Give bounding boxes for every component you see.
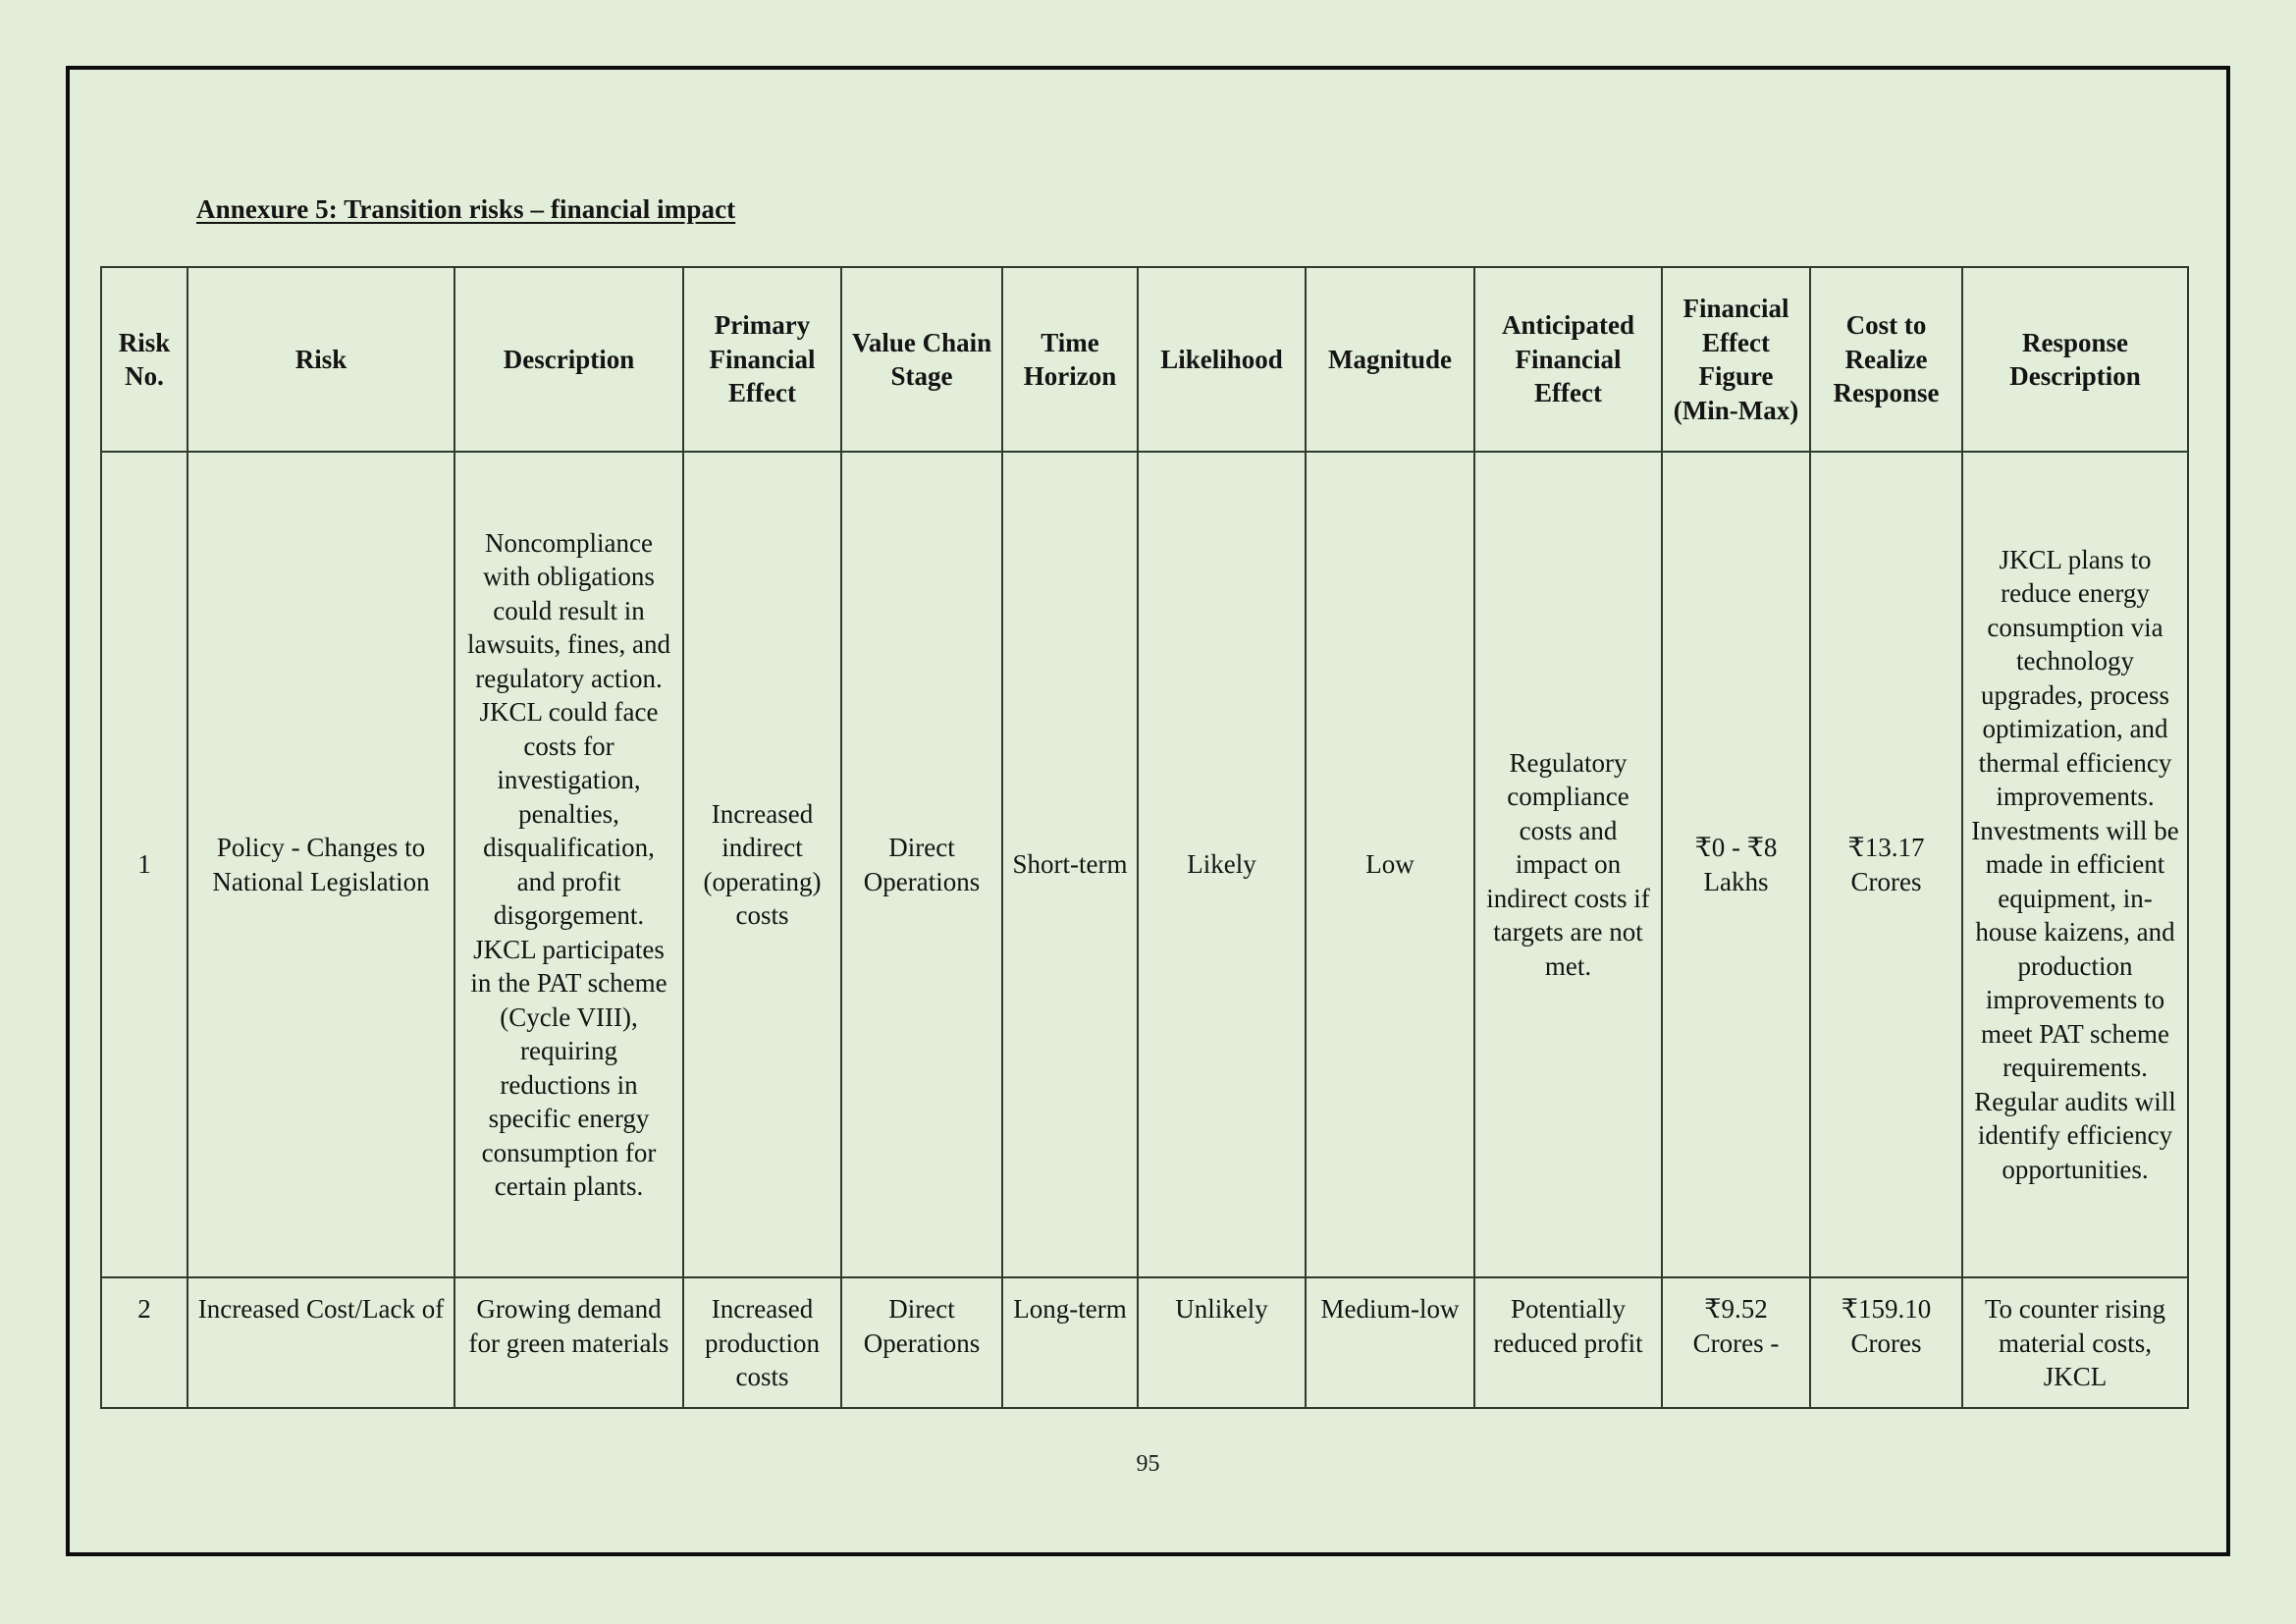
cell-description: Noncompliance with obligations could result in lawsuits, fines, and regulatory action. JKCL could face costs for investigation, penalties, disqualification, and profit disgorgement. JKCL participates in the PAT scheme (Cycle VIII), requiring reductions in specific energy consumption for certain plants. xyxy=(454,452,683,1277)
cell-likelihood: Likely xyxy=(1138,452,1306,1277)
cell-time-horizon: Long-term xyxy=(1002,1277,1138,1408)
header-financial-effect-figure: Financial Effect Figure (Min-Max) xyxy=(1662,267,1810,452)
table-row xyxy=(101,1277,2188,1408)
annexure-title: Annexure 5: Transition risks – financial impact xyxy=(196,194,736,224)
transition-risks-table xyxy=(100,266,2189,1409)
cell-time-horizon: Short-term xyxy=(1002,452,1138,1277)
header-magnitude: Magnitude xyxy=(1306,267,1474,452)
cell-anticipated-financial-effect-text: Potentially reduced profit xyxy=(1493,1294,1643,1358)
header-cost-to-realize-response: Cost to Realize Response xyxy=(1810,267,1962,452)
cell-financial-effect-figure: ₹0 - ₹8 Lakhs xyxy=(1662,452,1810,1277)
cell-value-chain-stage: Direct Operations xyxy=(841,452,1002,1277)
table-row xyxy=(101,452,2188,1277)
table-header-row xyxy=(101,267,2188,452)
cell-primary-financial-effect-text: Increased production costs xyxy=(705,1294,820,1391)
cell-magnitude: Medium-low xyxy=(1306,1277,1474,1408)
cell-cost-to-realize-response: ₹159.10 Crores xyxy=(1810,1277,1962,1408)
cell-risk: Policy - Changes to National Legislation xyxy=(187,452,454,1277)
cell-magnitude: Low xyxy=(1306,452,1474,1277)
cell-anticipated-financial-effect xyxy=(1474,1277,1662,1408)
cell-cost-to-realize-response: ₹13.17 Crores xyxy=(1810,452,1962,1277)
cell-primary-financial-effect xyxy=(683,1277,841,1408)
header-risk-no: Risk No. xyxy=(101,267,187,452)
cell-description-text: Growing demand for green materials xyxy=(468,1294,669,1358)
cell-response-description xyxy=(1962,1277,2188,1408)
cell-anticipated-financial-effect: Regulatory compliance costs and impact on indirect costs if targets are not met. xyxy=(1474,452,1662,1277)
header-description: Description xyxy=(454,267,683,452)
cell-risk-no: 1 xyxy=(101,452,187,1277)
header-time-horizon: Time Horizon xyxy=(1002,267,1138,452)
header-response-description: Response Description xyxy=(1962,267,2188,452)
header-likelihood: Likelihood xyxy=(1138,267,1306,452)
header-risk: Risk xyxy=(187,267,454,452)
header-primary-financial-effect: Primary Financial Effect xyxy=(683,267,841,452)
cell-likelihood: Unlikely xyxy=(1138,1277,1306,1408)
header-anticipated-financial-effect: Anticipated Financial Effect xyxy=(1474,267,1662,452)
cell-response-description-text: To counter rising material costs, JKCL xyxy=(1984,1294,2166,1391)
cell-risk: Increased Cost/Lack of xyxy=(187,1277,454,1408)
cell-risk-no: 2 xyxy=(101,1277,187,1408)
page-number: 95 xyxy=(1136,1451,1160,1477)
cell-financial-effect-figure: ₹9.52 Crores - xyxy=(1662,1277,1810,1408)
cell-value-chain-stage: Direct Operations xyxy=(841,1277,1002,1408)
cell-description xyxy=(454,1277,683,1408)
cell-primary-financial-effect: Increased indirect (operating) costs xyxy=(683,452,841,1277)
cell-response-description: JKCL plans to reduce energy consumption via technology upgrades, process optimization, and thermal efficiency improvements. Investments will be made in efficient equipment, in-house kaizens, and production improvements to meet PAT scheme requirements. Regular audits will identify efficiency opportunities. xyxy=(1962,452,2188,1277)
header-value-chain-stage: Value Chain Stage xyxy=(841,267,1002,452)
